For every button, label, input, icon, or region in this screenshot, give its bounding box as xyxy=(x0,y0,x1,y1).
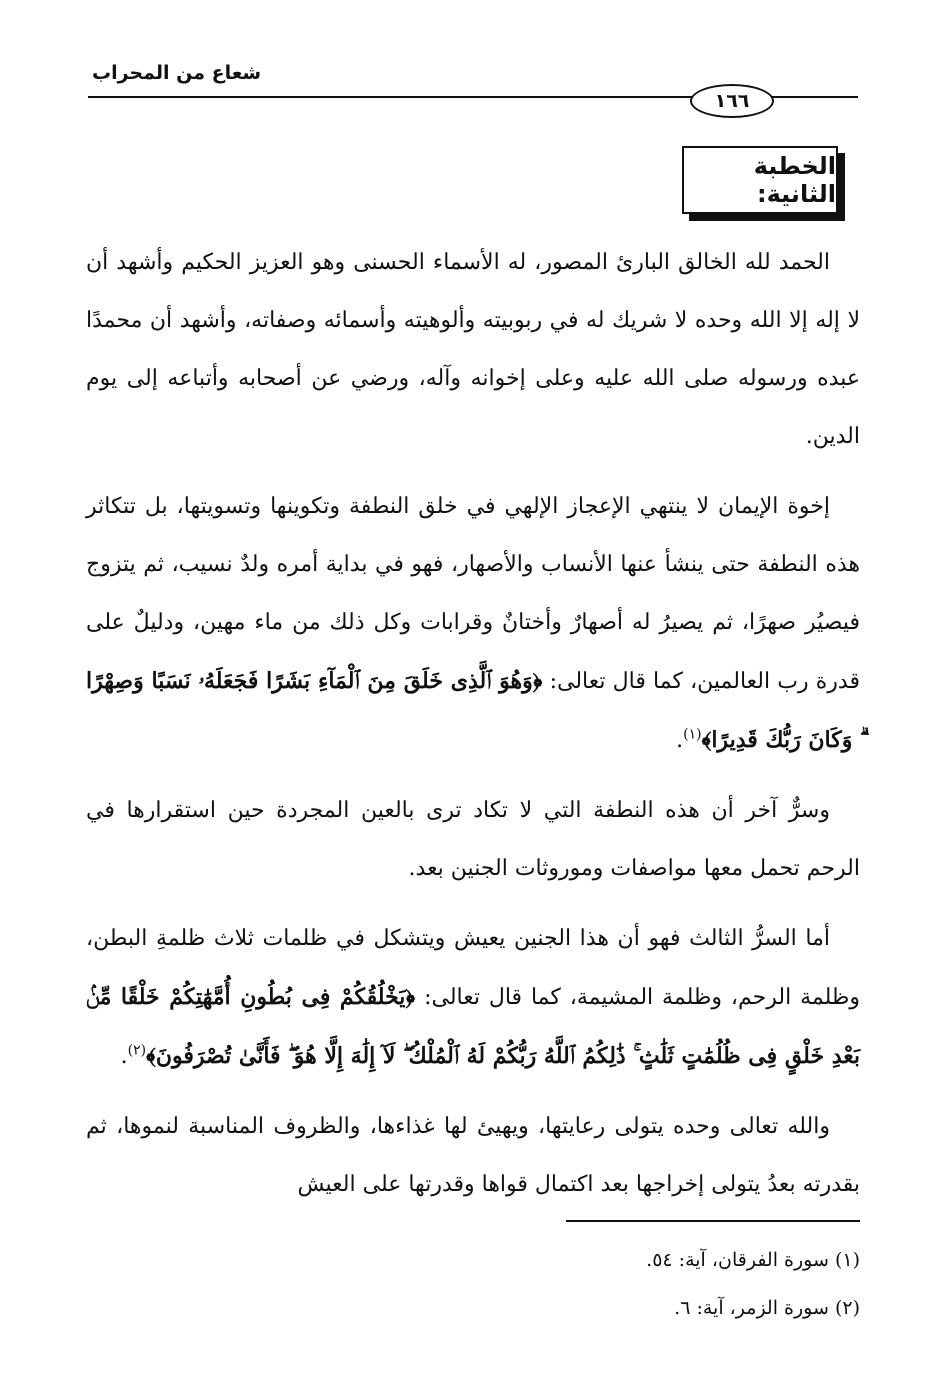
section-heading-text: الخطبة الثانية: xyxy=(753,152,836,208)
paragraph-lineage xyxy=(86,478,860,770)
paragraph-text: والله تعالى وحده يتولى رعايتها، ويهيئ لها غذاءها، والظروف المناسبة لنموها، ثم بقدرته بعدُ يتولى إخراجها بعد اكتمال قواها وقدرتها على العيش xyxy=(86,1114,860,1197)
running-header-title: شعاع من المحراب xyxy=(92,62,262,84)
footnote-reference: (٢) xyxy=(127,1042,147,1059)
footnote-1: (١) سورة الفرقان، آية: ٥٤. xyxy=(646,1249,860,1271)
page-number: ١٦٦ xyxy=(690,84,774,118)
body-text xyxy=(86,234,860,1226)
section-heading xyxy=(682,146,838,214)
paragraph-text: أما السرُّ الثالث فهو أن هذا الجنين يعيش ويتشكل في ظلمات ثلاث ظلمةِ البطن، وظلمة الرحم، وظلمة المشيمة، كما قال تعالى: xyxy=(86,926,861,1010)
paragraph-text: . xyxy=(676,728,684,753)
footnote-separator xyxy=(566,1220,860,1222)
paragraph-text: الحمد لله الخالق البارئ المصور، له الأسماء الحسنى وهو العزيز الحكيم وأشهد أن لا إله إلا الله وحده لا شريك له في ربوبيته وألوهيته وأسمائه وصفاته، وأشهد أن محمدًا عبده ورسوله صلى الله عليه وعلى إخوانه وآله، ورضي عن أصحابه وأتباعه إلى يوم الدين. xyxy=(86,250,860,449)
paragraph-text: . xyxy=(120,1044,128,1069)
quran-verse: ﴿يَخْلُقُكُمْ فِى بُطُونِ أُمَّهَٰتِكُمْ خَلْقًا مِّنۢ بَعْدِ خَلْقٍ فِى ظُلُمَٰتٍ ثَلَٰثٍ ۚ ذَٰلِكُمُ ٱللَّهُ رَبُّكُمْ لَهُ ٱلْمُلْكُ ۖ لَآ إِلَٰهَ إِلَّا هُوَ ۖ فَأَنَّىٰ تُصْرَفُونَ﴾ xyxy=(86,984,860,1069)
footnote-reference: (١) xyxy=(683,726,702,743)
footnote-2: (٢) سورة الزمر، آية: ٦. xyxy=(674,1297,860,1319)
quran-verse: ﴿وَهُوَ ٱلَّذِى خَلَقَ مِنَ ٱلْمَآءِ بَشَرًا فَجَعَلَهُۥ نَسَبًا وَصِهْرًا ۗ وَكَانَ رَبُّكَ قَدِيرًا﴾ xyxy=(86,668,860,753)
paragraph-heredity xyxy=(86,782,860,898)
footnotes xyxy=(86,1236,860,1332)
paragraph-text: إخوة الإيمان لا ينتهي الإعجاز الإلهي في خلق النطفة وتكوينها وتسويتها، بل تتكاثر هذه النطفة حتى ينشأ عنها الأنساب والأصهار، فهو في بداية أمره ولدٌ نسيب، ثم يتزوج فيصيُر صهرًا، ثم يصيرُ له أصهارٌ وأختانٌ وقرابات وكل ذلك من ماء مهين، ودليلٌ على قدرة رب العالمين، كما قال تعالى: xyxy=(86,494,860,694)
paragraph-divine-care xyxy=(86,1098,860,1214)
paragraph-text: وسرٌّ آخر أن هذه النطفة التي لا تكاد ترى بالعين المجردة حين استقرارها في الرحم تحمل معها مواصفات وموروثات الجنين بعد. xyxy=(86,798,860,881)
paragraph-opening-praise xyxy=(86,234,860,466)
paragraph-three-darknesses xyxy=(86,910,860,1086)
